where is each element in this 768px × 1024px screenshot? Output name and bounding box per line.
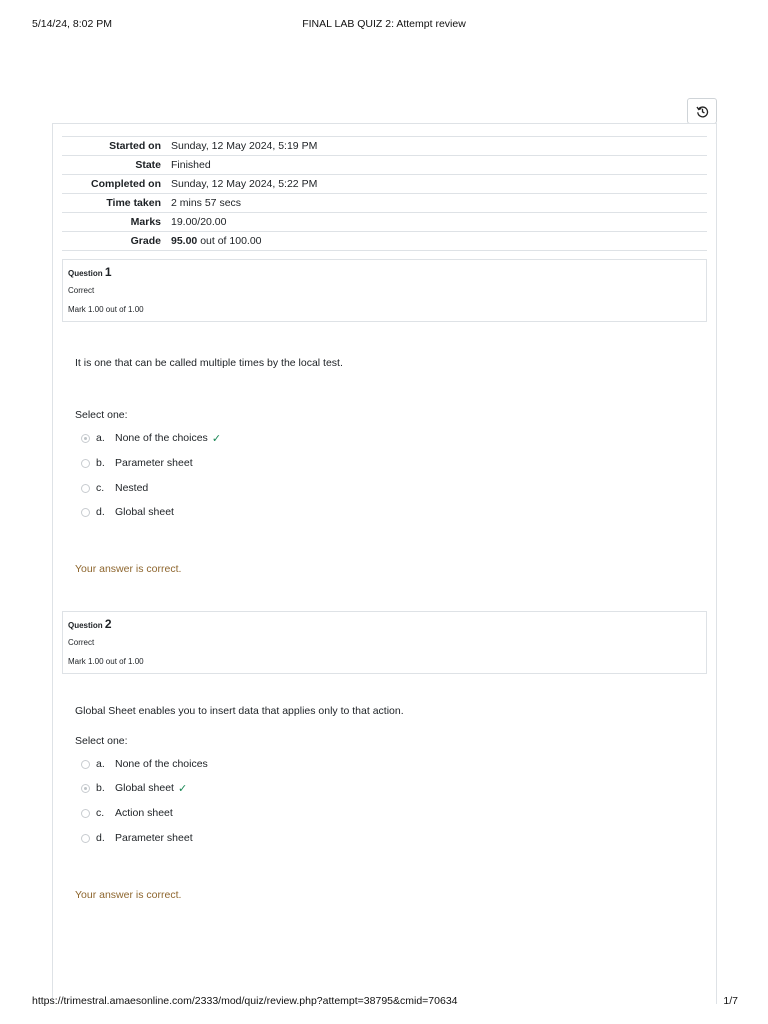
question-state: Correct (68, 638, 95, 647)
option-letter: d. (96, 506, 105, 518)
answer-option[interactable] (81, 806, 173, 820)
history-icon (696, 105, 709, 118)
question-number: Question 1 (68, 265, 112, 279)
option-text: Parameter sheet (115, 832, 193, 844)
option-letter: a. (96, 758, 105, 770)
question-number: Question 2 (68, 617, 112, 631)
feedback-text: Your answer is correct. (75, 889, 182, 901)
radio-button[interactable] (81, 508, 90, 517)
option-letter: c. (96, 807, 105, 819)
check-icon: ✓ (177, 782, 188, 795)
question-text: Global Sheet enables you to insert data that applies only to that action. (75, 705, 404, 717)
grade-out-of: out of 100.00 (197, 235, 262, 247)
print-date: 5/14/24, 8:02 PM (32, 18, 112, 30)
option-text: Global sheet (115, 782, 174, 794)
radio-selected[interactable] (81, 784, 90, 793)
question-info-box (62, 611, 707, 674)
answer-option[interactable] (81, 781, 187, 795)
summary-value: 19.00/20.00 (171, 216, 227, 228)
question-grade: Mark 1.00 out of 1.00 (68, 657, 144, 666)
print-page-number: 1/7 (723, 995, 738, 1007)
radio-selected[interactable] (81, 434, 90, 443)
attempt-summary-table (62, 136, 707, 251)
print-title: FINAL LAB QUIZ 2: Attempt review (302, 18, 466, 30)
option-letter: a. (96, 432, 105, 444)
summary-value: 2 mins 57 secs (171, 197, 242, 209)
answer-option[interactable] (81, 757, 208, 771)
select-one-prompt: Select one: (75, 409, 128, 421)
radio-button[interactable] (81, 760, 90, 769)
radio-button[interactable] (81, 484, 90, 493)
option-text: Nested (115, 482, 149, 494)
grade-value: 95.00 (171, 235, 198, 247)
summary-row (62, 213, 707, 232)
option-text: Action sheet (115, 807, 173, 819)
answer-option[interactable] (81, 831, 193, 845)
answer-option[interactable] (81, 431, 221, 445)
question-info-box (62, 259, 707, 322)
answer-option[interactable] (81, 456, 193, 470)
radio-button[interactable] (81, 459, 90, 468)
option-text: Parameter sheet (115, 457, 193, 469)
radio-button[interactable] (81, 809, 90, 818)
summary-value (166, 232, 707, 251)
summary-label: Completed on (91, 178, 161, 190)
summary-row (62, 194, 707, 213)
check-icon: ✓ (211, 432, 222, 445)
option-text: None of the choices (115, 758, 208, 770)
summary-row (62, 156, 707, 175)
select-one-prompt: Select one: (75, 735, 128, 747)
history-button[interactable] (687, 98, 717, 124)
summary-row (62, 232, 707, 251)
summary-row (62, 137, 707, 156)
summary-label: Started on (109, 140, 161, 152)
print-url: https://trimestral.amaesonline.com/2333/mod/quiz/review.php?attempt=38795&cmid=70634 (32, 995, 458, 1007)
summary-row (62, 175, 707, 194)
option-text: None of the choices (115, 432, 208, 444)
option-letter: b. (96, 782, 105, 794)
option-letter: d. (96, 832, 105, 844)
radio-button[interactable] (81, 834, 90, 843)
feedback-text: Your answer is correct. (75, 563, 182, 575)
summary-label: Grade (130, 235, 161, 247)
summary-value: Sunday, 12 May 2024, 5:19 PM (171, 140, 318, 152)
option-letter: c. (96, 482, 105, 494)
answer-option[interactable] (81, 505, 174, 519)
summary-label: Marks (130, 216, 161, 228)
summary-label: Time taken (106, 197, 161, 209)
summary-value: Sunday, 12 May 2024, 5:22 PM (171, 178, 318, 190)
question-state: Correct (68, 286, 95, 295)
question-text: It is one that can be called multiple times by the local test. (75, 357, 343, 369)
summary-label: State (135, 159, 161, 171)
question-grade: Mark 1.00 out of 1.00 (68, 305, 144, 314)
answer-option[interactable] (81, 481, 148, 495)
summary-value: Finished (171, 159, 211, 171)
option-letter: b. (96, 457, 105, 469)
option-text: Global sheet (115, 506, 174, 518)
